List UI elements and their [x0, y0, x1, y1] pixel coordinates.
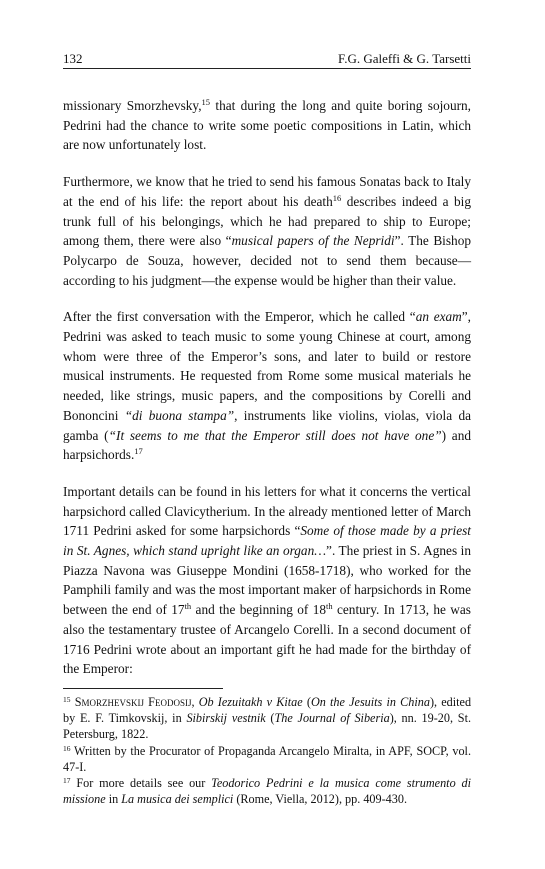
text-run: ”. The Bishop Polycarpo de Souza, however, decided not to send them because—according to his judgment—the expense would be higher than their value.	[63, 233, 472, 288]
text-run: Written by the Procurator of Propaganda Arcangelo Miralta, in APF, SOCP, vol. 47-I.	[63, 743, 471, 774]
main-text	[63, 96, 471, 696]
note-reference: 17	[63, 776, 71, 786]
footnote	[63, 743, 471, 775]
note-reference: th	[326, 601, 333, 612]
text-run: , instruments like violins, violas, viola da gamba (	[63, 407, 471, 443]
text-run: in	[105, 792, 122, 807]
running-header	[63, 50, 471, 69]
note-reference: 15	[63, 695, 71, 704]
paragraph	[63, 307, 471, 465]
note-reference: 15	[201, 97, 211, 107]
italic-text: Sibirskij vestnik	[186, 711, 266, 726]
note-reference: 16	[63, 743, 71, 753]
italic-text: On the Jesuits in China	[310, 695, 430, 709]
note-reference: 16	[332, 192, 342, 203]
author-name: Smorzhevskij Feodosij	[74, 695, 192, 709]
text-run: that during the long and quite boring sojourn, Pedrini had the chance to write some poetic compositions in Latin, which are now unfortunately lost.	[63, 98, 471, 153]
text-run: describes indeed a big trunk full of his belongings, which he had prepared to ship to Europe; among them, there were also “	[63, 193, 471, 249]
italic-text: musical papers of the Nepridi	[231, 233, 395, 249]
italic-text: Teodorico Pedrini e la musica come strumento di missione	[63, 776, 471, 807]
text-run: For more details see our	[70, 776, 212, 791]
italic-text: The Journal of Siberia	[274, 711, 390, 726]
text-run: ) and harpsichords.	[63, 427, 472, 463]
text-run: ”. The priest in S. Agnes in Piazza Navona was Giuseppe Mondini (1658-1718), who worked for the Pamphili family and was the most important maker of harpsichords in Rome between the end of 17	[63, 543, 471, 618]
text-run: (	[265, 711, 275, 726]
text-run: Important details can be found in his letters for what it concerns the vertical harpsichord called Clavicytherium. In the already mentioned letter of March 1711 Pedrini asked for some harpsichords “	[63, 483, 471, 539]
text-run: (	[302, 695, 311, 709]
text-run: ), nn. 19-20, St. Petersburg, 1822.	[63, 711, 472, 742]
text-run: and the beginning of 18	[191, 602, 326, 618]
italic-text: “It seems to me that the Emperor still does not have one”	[108, 427, 442, 443]
note-reference: th	[184, 601, 192, 612]
footnotes	[63, 694, 471, 807]
running-header-authors: F.G. Galeffi & G. Tarsetti	[338, 51, 471, 66]
footnote	[63, 775, 471, 807]
italic-text: Ob Iezuitakh v Kitae	[198, 695, 303, 709]
text-run: (Rome, Viella, 2012), pp. 409-430.	[233, 792, 407, 807]
text-run: After the first conversation with the Emperor, which he called “	[63, 309, 416, 325]
text-run: missionary Smorzhevsky,	[63, 98, 202, 113]
paragraph	[63, 172, 471, 290]
text-run: ), edited by E. F. Timkovskij, in	[63, 695, 472, 726]
paragraph	[63, 96, 471, 155]
page-number: 132	[63, 51, 83, 66]
footnote-separator	[63, 688, 223, 689]
paragraph	[63, 482, 471, 679]
note-reference: 17	[134, 446, 143, 457]
italic-text: “di buona stampa”	[124, 407, 235, 423]
footnote	[63, 694, 471, 743]
italic-text: La musica dei semplici	[121, 792, 234, 807]
text-run: Furthermore, we know that he tried to send his famous Sonatas back to Italy at the end of his life: the report about his death	[63, 174, 471, 209]
text-run: ,	[191, 695, 199, 709]
text-run: ”, Pedrini was asked to teach music to some young Chinese at court, among whom were three of the Emperor’s sons, and later to build or restore musical instruments. He requested from Rome some musical materials he needed, like strings, music papers, and the compositions by Corelli and Bononcini	[63, 309, 471, 423]
italic-text: an exam	[415, 309, 462, 325]
text-run: century. In 1713, he was also the testamentary trustee of Arcangelo Corelli. In a second document of 1716 Pedrini wrote about an important gift he had made for the birthday of the Emperor:	[63, 602, 471, 677]
italic-text: Some of those made by a priest in St. Agnes, which stand upright like an organ…	[63, 523, 471, 559]
